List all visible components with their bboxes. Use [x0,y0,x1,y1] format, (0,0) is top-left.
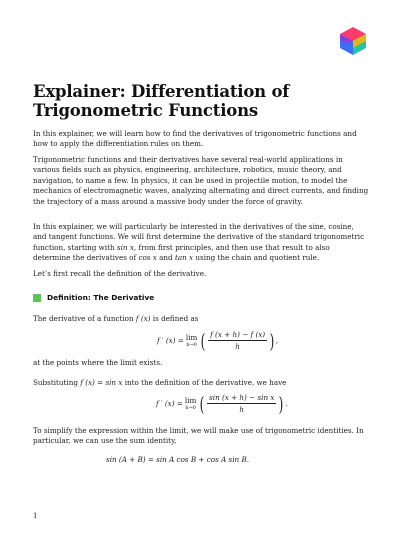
difference-quotient: $\frac{f (x + h) - f (x)}{h}$ [210,330,266,351]
page-title: Explainer: Differentiation of Trigonometric Functions [33,82,290,120]
derivative-definition-text: The derivative of a function f (x) is defined as [33,314,199,323]
page-number: 1 [33,512,38,520]
sine-derivative-equation: f ′ (x) = lim h→0 ( $\frac{\text{sin (x + h) − sin x}}{h}$ ) . [156,391,288,416]
derivative-definition-equation: f ′ (x) = lim h→0 ( $\frac{f (x + h) - f (x)}{h}$ ) , [157,328,279,353]
applications-paragraph: Trigonometric functions and their derivatives have several real-world applications in various fields such as physics, engineering, architecture, robotics, music theory, and navigation, to name a few. In physics, it can be used in projectile motion, to model the mechanics of electromagnetic waves, analyzing alternating and direct currents, and finding the trajectory of a mass around a massive body under the force of gravity. [33,155,369,206]
limit-exists-text: at the points where the limit exists. [33,358,163,367]
focus-paragraph: In this explainer, we will particularly be interested in the derivatives of the sine, cosine, and tangent functions. We will first determine the derivative of the standard trigonometric function, starting with sin x, from first principles, and then use that result to also determine the derivatives of cos x and tan x using the chain and quotient rule. [33,222,365,263]
intro-paragraph: In this explainer, we will learn how to find the derivatives of trigonometric functions and how to apply the differentiation rules on them. [33,129,357,149]
definition-marker-icon [33,294,41,302]
sine-difference-quotient: $\frac{\text{sin (x + h) − sin x}}{h}$ [209,393,275,414]
substitution-text: Substituting f (x) = sin x into the definition of the derivative, we have [33,378,287,387]
simplify-paragraph: To simplify the expression within the limit, we will make use of trigonometric identities. In particular, we can use the sum identity, [33,426,364,446]
limit-operator: lim h→0 [185,332,198,348]
recall-paragraph: Let’s first recall the definition of the derivative. [33,269,207,278]
brand-logo-icon [338,26,368,56]
definition-heading: Definition: The Derivative [33,293,154,303]
sum-identity-equation: sin (A + B) = sin A cos B + cos A sin B. [106,455,250,464]
limit-operator: lim h→0 [184,395,197,411]
